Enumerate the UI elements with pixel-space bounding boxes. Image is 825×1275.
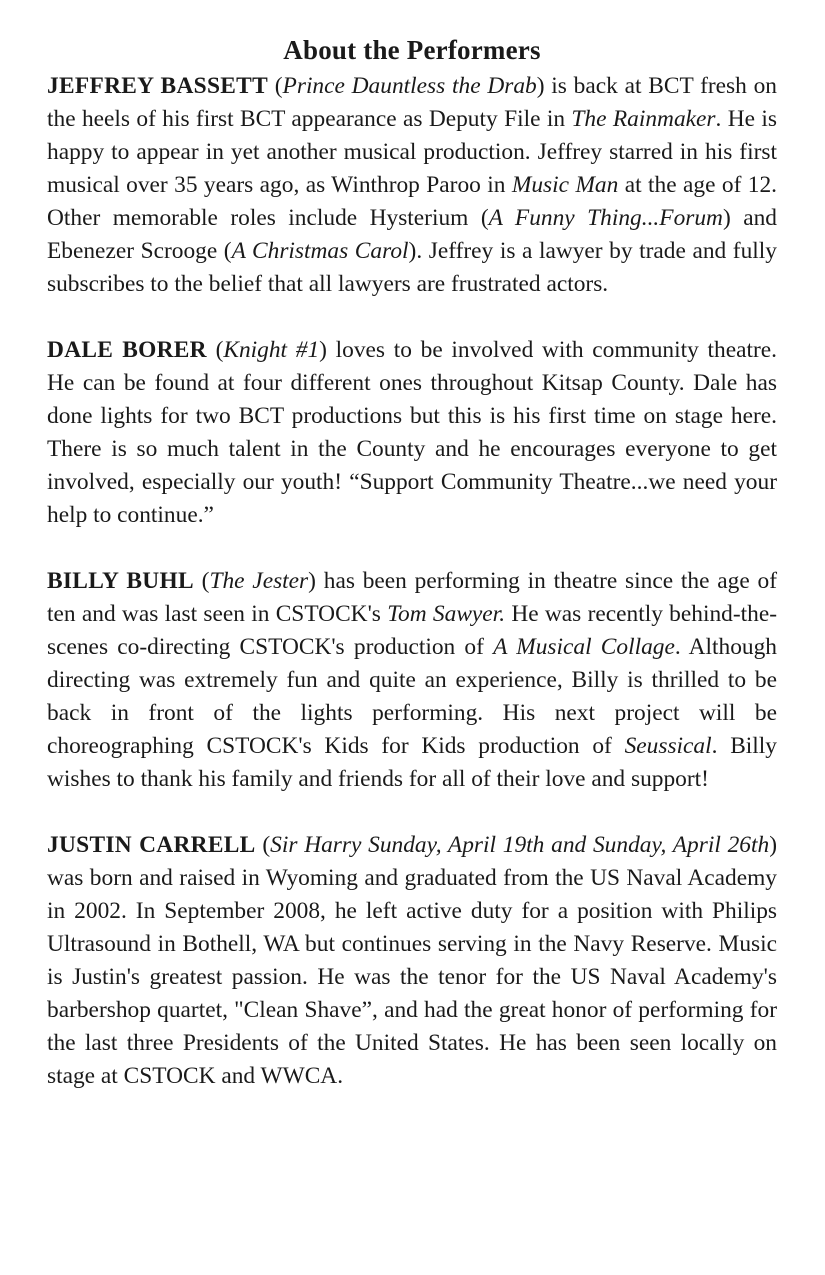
page-title: About the Performers [283,35,541,65]
performer-bio [47,70,777,301]
performer-name: JUSTIN CARRELL [47,832,256,858]
bio-text: ( [255,832,271,858]
bio-text: ( [193,568,210,594]
bio-text: ) loves to be involved with community theatre. He can be found at four different ones throughout Kitsap County. Dale has done lights for two BCT productions but this is his first time on stage here. There is so much talent in the County and he encourages everyone to get involved, especially our youth! “Support Community Theatre...we need your help to continue.” [47,337,777,528]
bio-text: ( [267,73,283,99]
bio-text: ) has been performing in theatre since the age of ten and was last seen in CSTOCK's [47,568,777,627]
bio-text: He was recently behind-the-scenes co-directing CSTOCK's production of [47,601,777,660]
bio-text: ) is back at BCT fresh on the heels of his first BCT appearance as Deputy File in [47,73,777,132]
bio-text: . Billy wishes to thank his family and friends for all of their love and support! [47,733,777,792]
role-name: The Jester [209,568,309,594]
bio-text: ). Jeffrey is a lawyer by trade and fully subscribes to the belief that all lawyers are frustrated actors. [47,238,777,297]
bio-text: ( [206,337,224,363]
role-name: Sir Harry Sunday, April 19th and Sunday, April 26th [270,832,770,858]
bio-list [47,70,777,1093]
performer-name: JEFFREY BASSETT [47,73,268,99]
show-title: The Rainmaker [571,106,716,132]
role-name: Prince Dauntless the Drab [282,73,537,99]
performer-bio [47,829,777,1093]
role-name: Knight #1 [223,337,320,363]
show-title: A Musical Collage [493,634,675,660]
bio-text: . Although directing was extremely fun and quite an experience, Billy is thrilled to be back in front of the lights performing. His next project will be choreographing CSTOCK's Kids for Kids production of [47,634,777,759]
performer-bio [47,334,777,532]
show-title: Tom Sawyer. [387,601,506,627]
show-title: A Christmas Carol [231,238,409,264]
performer-name: DALE BORER [47,337,207,363]
performer-bio [47,565,777,796]
show-title: A Funny Thing...Forum [488,205,723,231]
performer-name: BILLY BUHL [47,568,194,594]
bio-text: . He is happy to appear in yet another musical production. Jeffrey starred in his first musical over 35 years ago, as Winthrop Paroo in [47,106,777,198]
bio-text: ) and Ebenezer Scrooge ( [47,205,777,264]
show-title: Seussical [624,733,712,759]
show-title: Music Man [511,172,619,198]
performers-page [47,30,777,1093]
bio-text: ) was born and raised in Wyoming and graduated from the US Naval Academy in 2002. In September 2008, he left active duty for a position with Philips Ultrasound in Bothell, WA but continues serving in the Navy Reserve. Music is Justin's greatest passion. He was the tenor for the US Naval Academy's barbershop quartet, "Clean Shave”, and had the great honor of performing for the last three Presidents of the United States. He has been seen locally on stage at CSTOCK and WWCA. [47,832,777,1089]
bio-text: at the age of 12. Other memorable roles include Hysterium ( [47,172,777,231]
